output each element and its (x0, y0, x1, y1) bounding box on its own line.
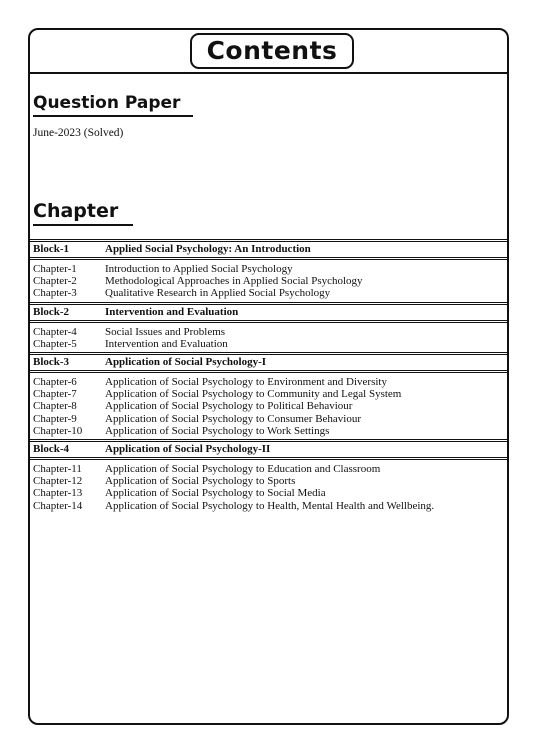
block-title: Application of Social Psychology-I (105, 356, 267, 369)
chapter-title: Application of Social Psychology to Consumer Behaviour (105, 412, 362, 425)
chapter-number: Chapter-14 (33, 499, 83, 512)
chapter-title: Qualitative Research in Applied Social Psychology (105, 287, 331, 300)
title-rule (30, 72, 507, 74)
chapter-row (33, 326, 507, 338)
chapter-title: Application of Social Psychology to Political Behaviour (105, 400, 353, 413)
chapter-list (30, 323, 507, 352)
chapter-title: Intervention and Evaluation (105, 337, 228, 350)
chapter-row (33, 275, 507, 287)
block-number: Block-4 (33, 443, 70, 456)
chapter-title: Application of Social Psychology to Work Settings (105, 424, 330, 437)
chapter-title: Application of Social Psychology to Social Media (105, 487, 326, 500)
chapter-number: Chapter-4 (33, 325, 77, 338)
chapter-row (33, 463, 507, 475)
chapter-row (33, 263, 507, 275)
block-number: Block-3 (33, 356, 70, 369)
block-number: Block-2 (33, 305, 70, 318)
chapter-number: Chapter-6 (33, 376, 77, 389)
chapter-row (33, 376, 507, 388)
question-paper-item: June-2023 (Solved) (33, 127, 124, 139)
chapter-row (33, 500, 507, 512)
page-frame (28, 28, 509, 725)
chapter-title: Application of Social Psychology to Sports (105, 475, 296, 488)
block-title: Applied Social Psychology: An Introduction (105, 243, 311, 255)
chapter-list (30, 373, 507, 439)
chapter-number: Chapter-12 (33, 475, 83, 488)
chapter-row (33, 400, 507, 412)
chapter-number: Chapter-2 (33, 275, 77, 288)
chapter-number: Chapter-9 (33, 412, 77, 425)
chapter-row (33, 388, 507, 400)
chapter-number: Chapter-13 (33, 487, 83, 500)
block-number: Block-1 (33, 243, 70, 255)
chapter-list (30, 460, 507, 514)
chapter-row (33, 413, 507, 425)
block-row (30, 439, 507, 460)
chapter-heading: Chapter (33, 200, 133, 226)
chapter-title: Introduction to Applied Social Psychology (105, 263, 293, 275)
chapter-number: Chapter-10 (33, 424, 83, 437)
block-row (30, 239, 507, 260)
chapter-row (33, 475, 507, 487)
chapter-number: Chapter-5 (33, 337, 77, 350)
chapter-title: Application of Social Psychology to Education and Classroom (105, 463, 381, 476)
chapter-row (33, 287, 507, 299)
page-title: Contents (190, 33, 354, 69)
chapter-title: Application of Social Psychology to Health, Mental Health and Wellbeing. (105, 499, 435, 512)
chapter-number: Chapter-3 (33, 287, 77, 300)
chapter-row (33, 487, 507, 499)
question-paper-heading: Question Paper (33, 93, 193, 117)
chapter-number: Chapter-11 (33, 463, 82, 476)
chapter-title: Methodological Approaches in Applied Social Psychology (105, 275, 363, 288)
chapter-row (33, 425, 507, 437)
chapter-title: Application of Social Psychology to Community and Legal System (105, 388, 402, 401)
block-title: Intervention and Evaluation (105, 305, 239, 318)
chapter-title: Application of Social Psychology to Environment and Diversity (105, 376, 387, 389)
block-title: Application of Social Psychology-II (105, 443, 271, 456)
chapter-number: Chapter-8 (33, 400, 77, 413)
chapter-list (30, 260, 507, 302)
chapter-number: Chapter-7 (33, 388, 77, 401)
chapter-number: Chapter-1 (33, 263, 77, 275)
chapter-title: Social Issues and Problems (105, 325, 226, 338)
chapter-row (33, 338, 507, 350)
table-of-contents (30, 239, 507, 514)
block-row (30, 302, 507, 323)
block-row (30, 352, 507, 373)
